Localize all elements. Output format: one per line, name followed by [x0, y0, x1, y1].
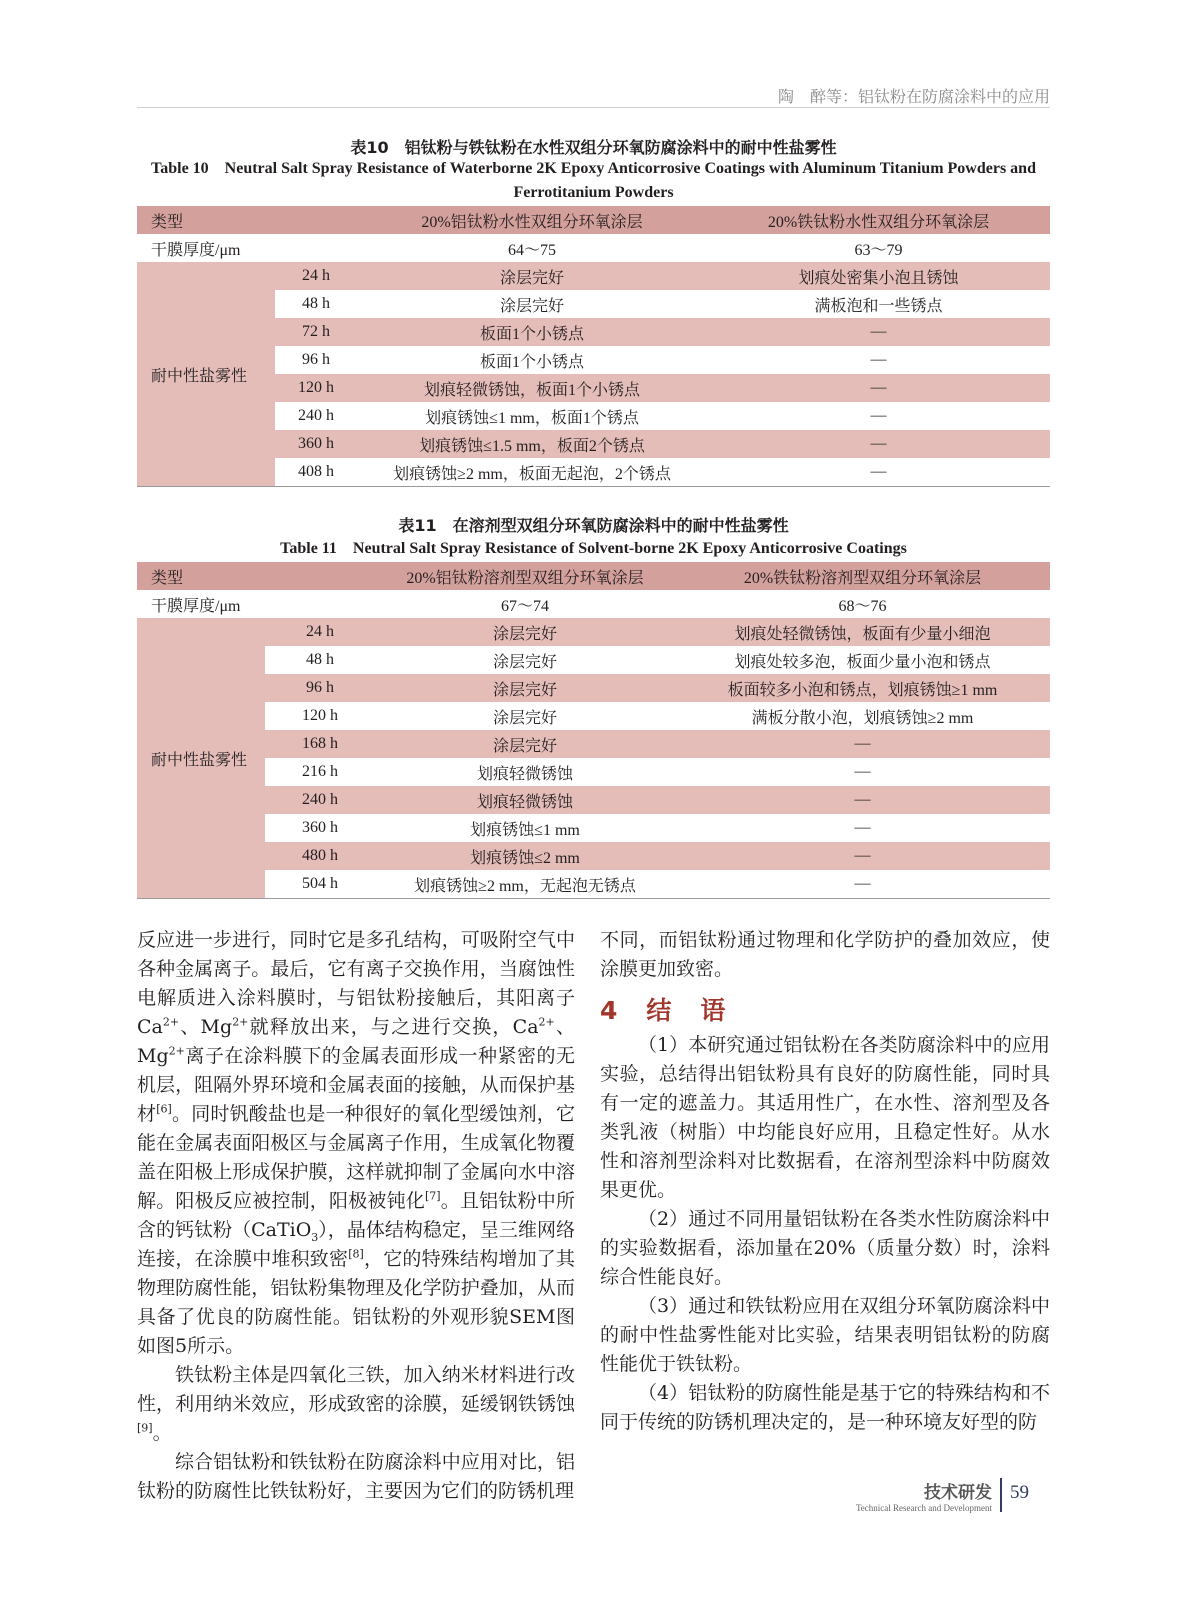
table-cell: 涂层完好: [375, 618, 675, 646]
superscript: 2+: [538, 1015, 555, 1029]
text-run: 离子在涂料膜下的金属表面形成一种紧密的无机层，阻隔外界环境和金属表面的接触，从而保护基材: [137, 1045, 575, 1125]
table10-caption-cn: 表10 铝钛粉与铁钛粉在水性双组分环氧防腐涂料中的耐中性盐雾性: [350, 138, 837, 157]
table-cell: 划痕轻微锈蚀: [375, 786, 675, 814]
table10: [137, 206, 1050, 487]
time-cell: 24 h: [275, 262, 357, 290]
text-run: 反应进一步进行，同时它是多孔结构，可吸附空气中各种金属离子。最后，它有离子交换作用，当腐蚀性电解质进入涂料膜时，与铝钛粉接触后，其阳离子Ca: [137, 929, 575, 1038]
text-run: 不同，而铝钛粉通过物理和化学防护的叠加效应，使涂膜更加致密。: [600, 929, 1050, 980]
footer-section-cn: 技术研发: [924, 1483, 992, 1503]
time-cell: 48 h: [302, 295, 330, 312]
running-head: 陶 醉等：铝钛粉在防腐涂料中的应用: [777, 87, 1050, 106]
table-cell: 涂层完好: [357, 262, 707, 290]
table-cell: —: [675, 842, 1050, 870]
page-number: 59: [1010, 1482, 1029, 1503]
footer: [856, 1478, 992, 1513]
superscript: 2+: [168, 1044, 185, 1058]
table-cell: 划痕锈蚀≤1 mm，板面1个锈点: [425, 409, 639, 427]
text-run: 、Mg: [179, 1016, 233, 1038]
table-row: [137, 702, 1050, 730]
table-header-row: [137, 206, 1050, 234]
header-cell: 类型: [137, 562, 375, 590]
table-row: [137, 646, 1050, 674]
time-cell: 504 h: [265, 870, 375, 899]
superscript: 2+: [162, 1015, 180, 1029]
time-cell: 360 h: [302, 819, 338, 836]
table-row: [137, 262, 1050, 290]
right-column-intro: [600, 926, 1050, 984]
paragraph: [137, 926, 575, 1361]
left-column: [137, 926, 575, 1506]
table-cell: 67～74: [500, 597, 549, 615]
text-run: 。且铝钛粉中所含的钙钛粉（CaTiO: [137, 1190, 575, 1241]
paragraph: [600, 1205, 1050, 1292]
subscript: 3: [311, 1230, 319, 1244]
table-cell: 板面1个小锈点: [479, 353, 584, 371]
table10-caption-en: Table 10 Neutral Salt Spray Resistance of Waterborne 2K Epoxy Anticorrosive Coatings with Aluminum Titanium Powders and Ferrotitanium Powders: [151, 160, 1036, 201]
text-run: 。同时钒酸盐也是一种很好的氧化型缓蚀剂，它能在金属表面阳极区与金属离子作用，生成氧化物覆盖在阳极上形成保护膜，这样就抑制了金属向水中溶解。阳极反应被控制，阳极被钝化: [137, 1103, 575, 1212]
footer-divider: [1000, 1478, 1002, 1512]
table-cell: —: [870, 351, 887, 368]
text-run: （3）通过和铁钛粉应用在双组分环氧防腐涂料中的耐中性盐雾性能对比实验，结果表明铝钛粉的防腐性能优于铁钛粉。: [600, 1295, 1050, 1375]
table-cell: 满板分散小泡，划痕锈蚀≥2 mm: [751, 709, 974, 727]
time-cell: 360 h: [275, 430, 357, 458]
table-cell: —: [675, 870, 1050, 899]
row-label: 干膜厚度/μm: [151, 241, 241, 259]
text-run: （4）铝钛粉的防腐性能是基于它的特殊结构和不同于传统的防锈机理决定的，是一种环境友好型的防: [600, 1382, 1050, 1433]
time-cell: 240 h: [298, 407, 334, 424]
footer-section-en: Technical Research and Development: [855, 1503, 992, 1513]
paragraph: [600, 926, 1050, 984]
time-cell: 408 h: [275, 458, 357, 487]
thickness-row: [137, 590, 1050, 618]
group-label: 耐中性盐雾性: [137, 262, 275, 487]
text-run: （2）通过不同用量铝钛粉在各类水性防腐涂料中的实验数据看，添加量在20%（质量分数）时，涂料综合性能良好。: [600, 1208, 1050, 1288]
paragraph: [137, 1448, 575, 1506]
citation: [7]: [424, 1189, 441, 1203]
time-cell: 24 h: [265, 618, 375, 646]
text-run: 就释放出来，与之进行交换，Ca: [248, 1016, 539, 1038]
conclusions: [600, 1031, 1050, 1437]
table-cell: 64～75: [507, 241, 556, 259]
time-cell: 168 h: [265, 730, 375, 758]
header-cell: 20%铝钛粉溶剂型双组分环氧涂层: [375, 562, 675, 590]
table-cell: 涂层完好: [499, 297, 564, 315]
table-cell: —: [675, 730, 1050, 758]
paragraph: [600, 1031, 1050, 1205]
table-cell: 63～79: [854, 241, 903, 259]
table-cell: 满板泡和一些锈点: [814, 297, 943, 315]
table-row: [137, 758, 1050, 786]
text-run: ），晶体结构稳定，呈三维网络连接，在涂膜中堆积致密: [137, 1219, 575, 1270]
text-run: 铁钛粉主体是四氧化三铁，加入纳米材料进行改性，利用纳米效应，形成致密的涂膜，延缓钢铁锈蚀: [137, 1364, 575, 1415]
citation: [6]: [156, 1102, 172, 1116]
time-cell: 240 h: [265, 786, 375, 814]
table-cell: 划痕锈蚀≥2 mm，板面无起泡，2个锈点: [357, 458, 707, 487]
thickness-row: [137, 234, 1050, 262]
header-cell: 20%铁钛粉水性双组分环氧涂层: [707, 206, 1050, 234]
table-header-row: [137, 562, 1050, 590]
table-cell: 划痕处较多泡，板面少量小泡和锈点: [734, 653, 991, 671]
time-cell: 72 h: [275, 318, 357, 346]
time-cell: 48 h: [306, 651, 334, 668]
table-cell: 划痕锈蚀≤1 mm: [470, 821, 580, 839]
paragraph: [600, 1379, 1050, 1437]
table-cell: 划痕轻微锈蚀: [476, 765, 573, 783]
time-cell: 480 h: [265, 842, 375, 870]
table-cell: 涂层完好: [492, 709, 557, 727]
table-cell: —: [707, 430, 1050, 458]
table11-caption-cn: 表11 在溶剂型双组分环氧防腐涂料中的耐中性盐雾性: [398, 516, 789, 535]
header-cell: 20%铝钛粉水性双组分环氧涂层: [357, 206, 707, 234]
table-row: [137, 814, 1050, 842]
table-cell: 划痕锈蚀≤2 mm: [375, 842, 675, 870]
citation: [8]: [348, 1247, 364, 1261]
table-cell: 涂层完好: [492, 653, 557, 671]
table-cell: 板面较多小泡和锈点，划痕锈蚀≥1 mm: [675, 674, 1050, 702]
table-cell: —: [675, 786, 1050, 814]
table-cell: 划痕轻微锈蚀，板面1个小锈点: [357, 374, 707, 402]
header-cell: 类型: [137, 206, 357, 234]
table-cell: 划痕锈蚀≥2 mm，无起泡无锈点: [375, 870, 675, 899]
group-label: 耐中性盐雾性: [137, 618, 265, 899]
table-cell: 划痕处轻微锈蚀，板面有少量小细泡: [675, 618, 1050, 646]
table-cell: —: [854, 819, 871, 836]
table-cell: 涂层完好: [375, 730, 675, 758]
table-cell: —: [870, 407, 887, 424]
table-cell: 划痕锈蚀≤1.5 mm，板面2个锈点: [357, 430, 707, 458]
table-row: [137, 870, 1050, 899]
table-cell: 板面1个小锈点: [357, 318, 707, 346]
table-cell: —: [707, 458, 1050, 487]
table-cell: 划痕处密集小泡且锈蚀: [707, 262, 1050, 290]
table-row: [137, 618, 1050, 646]
time-cell: 96 h: [302, 351, 330, 368]
table-row: [137, 786, 1050, 814]
time-cell: 96 h: [265, 674, 375, 702]
header-cell: 20%铁钛粉溶剂型双组分环氧涂层: [675, 562, 1050, 590]
table-cell: 涂层完好: [375, 674, 675, 702]
table-row: [137, 730, 1050, 758]
text-run: 综合铝钛粉和铁钛粉在防腐涂料中应用对比，铝钛粉的防腐性比铁钛粉好，主要因为它们的防锈机理: [137, 1451, 575, 1502]
right-column: [600, 926, 1050, 1437]
paragraph: [600, 1292, 1050, 1379]
table11: [137, 562, 1050, 899]
time-cell: 216 h: [302, 763, 338, 780]
section-heading: 4 结 语: [600, 996, 728, 1025]
citation: [9]: [137, 1421, 153, 1435]
table11-caption-en: Table 11 Neutral Salt Spray Resistance of Solvent-borne 2K Epoxy Anticorrosive Coatings: [280, 540, 907, 557]
paragraph: [137, 1361, 575, 1448]
text-run: （1）本研究通过铝钛粉在各类防腐涂料中的应用实验，总结得出铝钛粉具有良好的防腐性能，同时具有一定的遮盖力。其适用性广，在水性、溶剂型及各类乳液（树脂）中均能良好应用，且稳定性好。从水性和溶剂型涂料对比数据看，在溶剂型涂料中防腐效果更优。: [600, 1034, 1050, 1201]
table-cell: —: [707, 374, 1050, 402]
time-cell: 120 h: [275, 374, 357, 402]
text-run: 。: [152, 1422, 172, 1444]
table-cell: —: [854, 763, 871, 780]
table-row: [137, 674, 1050, 702]
superscript: 2+: [232, 1015, 249, 1029]
table-row: [137, 842, 1050, 870]
text-run: 、Mg: [137, 1016, 575, 1067]
table-cell: —: [707, 318, 1050, 346]
header-rule: [137, 107, 1050, 108]
table-cell: 68～76: [838, 597, 887, 615]
time-cell: 120 h: [302, 707, 338, 724]
text-run: ，它的特殊结构增加了其物理防腐性能，铝钛粉集物理及化学防护叠加，从而具备了优良的防腐性能。铝钛粉的外观形貌SEM图如图5所示。: [137, 1248, 575, 1357]
row-label: 干膜厚度/μm: [151, 597, 241, 615]
